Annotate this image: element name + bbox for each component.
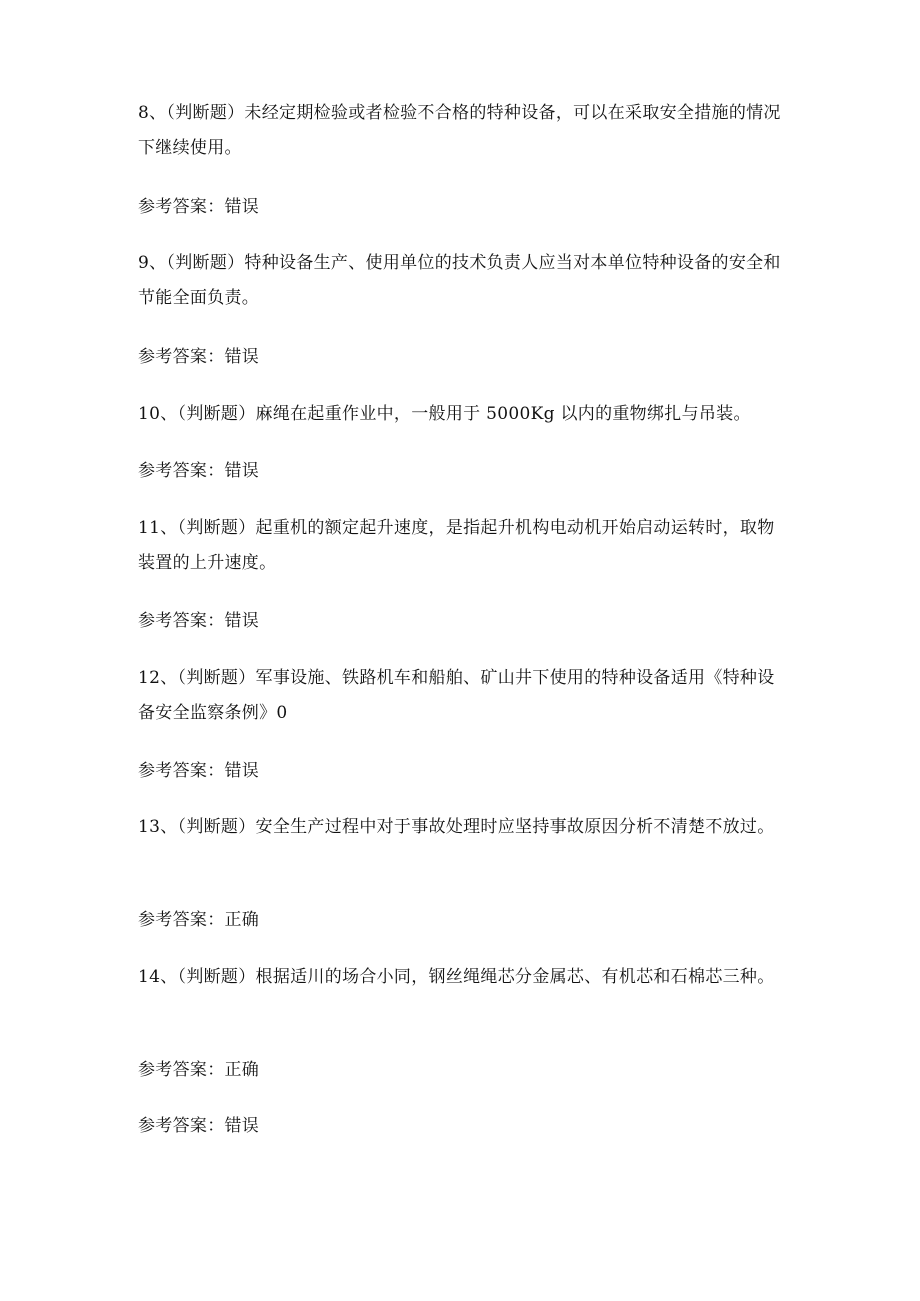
answer-11: 参考答案：错误 xyxy=(138,611,260,631)
question-13: 13、（判断题）安全生产过程中对于事故处理时应坚持事故原因分析不清楚不放过。 xyxy=(138,817,775,837)
question-11: 11、（判断题）起重机的额定起升速度，是指起升机构电动机开始启动运转时，取物装置的上升速度。 xyxy=(138,518,775,573)
question-10: 10、（判断题）麻绳在起重作业中，一般用于 5000Kg 以内的重物绑扎与吊装。 xyxy=(138,404,751,424)
answer-8: 参考答案：错误 xyxy=(138,197,260,217)
question-9: 9、（判断题）特种设备生产、使用单位的技术负责人应当对本单位特种设备的安全和节能全面负责。 xyxy=(138,253,781,308)
question-12: 12、（判断题）军事设施、铁路机车和船舶、矿山井下使用的特种设备适用《特种设备安全监察条例》0 xyxy=(138,668,775,723)
answer-10: 参考答案：错误 xyxy=(138,461,260,481)
question-8: 8、（判断题）未经定期检验或者检验不合格的特种设备，可以在采取安全措施的情况下继续使用。 xyxy=(138,103,781,158)
answer-9: 参考答案：错误 xyxy=(138,347,260,367)
question-14: 14、（判断题）根据适川的场合小同，钢丝绳绳芯分金属芯、有机芯和石棉芯三种。 xyxy=(138,967,775,987)
answer-extra: 参考答案：错误 xyxy=(138,1116,260,1136)
answer-14: 参考答案：正确 xyxy=(138,1060,260,1080)
answer-13: 参考答案：正确 xyxy=(138,910,260,930)
answer-12: 参考答案：错误 xyxy=(138,761,260,781)
